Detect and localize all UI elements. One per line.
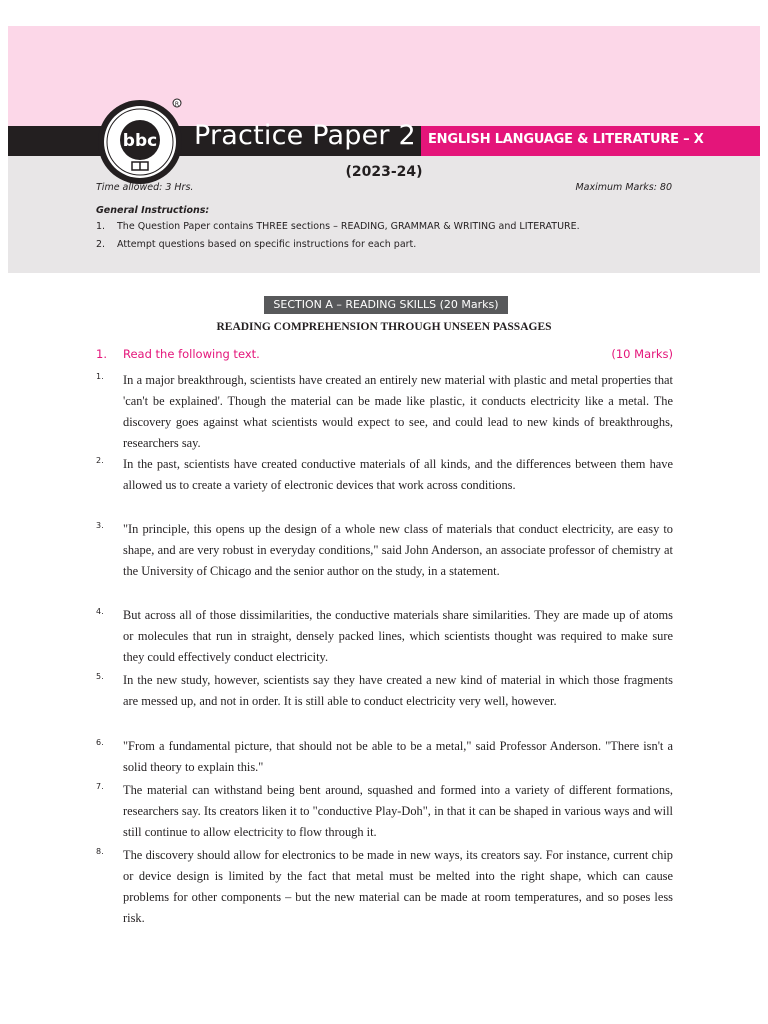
passage-paragraph <box>96 670 673 712</box>
paragraph-text: In a major breakthrough, scientists have created an entirely new material with plastic and metal properties that 'can't be explained'. Though the material can be made like plastic, it conducts electricity like a metal. The discovery goes against what scientists would expect to see, and could lead to new kinds of breakthroughs, researchers say. <box>123 373 673 450</box>
paragraph-number: 2. <box>96 456 104 465</box>
paragraph-number: 3. <box>96 521 104 530</box>
instruction-number: 1. <box>96 221 106 232</box>
logo-text: bbc <box>122 131 158 151</box>
passage-paragraph <box>96 454 673 496</box>
subject-title: ENGLISH LANGUAGE & LITERATURE – X <box>428 132 704 147</box>
passage-paragraph <box>96 605 673 668</box>
general-instructions-heading: General Instructions: <box>96 205 210 216</box>
passage-paragraph <box>96 845 673 929</box>
question-marks: (10 Marks) <box>611 347 673 361</box>
passage-paragraph <box>96 780 673 843</box>
paragraph-text: In the past, scientists have created conductive materials of all kinds, and the differences between them have allowed us to create a variety of electronic devices that work across conditions. <box>123 457 673 492</box>
instruction-text: Attempt questions based on specific instructions for each part. <box>117 239 417 250</box>
paragraph-number: 4. <box>96 607 104 616</box>
paragraph-text: In the new study, however, scientists say they have created a new kind of material in which those fragments are messed up, and not in order. It is still able to conduct electricity very well, however. <box>123 673 673 708</box>
paragraph-text: But across all of those dissimilarities, the conductive materials share similarities. They are made up of atoms or molecules that run in straight, densely packed lines, which scientists thought was required to make sure they could effectively conduct electricity. <box>123 608 673 664</box>
maximum-marks: Maximum Marks: 80 <box>575 182 672 193</box>
paragraph-text: "From a fundamental picture, that should not be able to be a metal," said Professor Anderson. "There isn't a solid theory to explain this." <box>123 739 673 774</box>
question-text: Read the following text. <box>123 347 260 361</box>
question-number: 1. <box>96 347 107 361</box>
paragraph-text: "In principle, this opens up the design of a whole new class of materials that conduct electricity, are easy to shape, and are very robust in everyday conditions," said John Anderson, an associate professor of chemistry at the University of Chicago and the senior author on the study, in a statement. <box>123 522 673 578</box>
section-a-tag: SECTION A – READING SKILLS (20 Marks) <box>264 296 508 314</box>
passage-paragraph <box>96 370 673 454</box>
paragraph-number: 6. <box>96 738 104 747</box>
paragraph-number: 5. <box>96 672 104 681</box>
paragraph-number: 1. <box>96 372 104 381</box>
paragraph-text: The discovery should allow for electronics to be made in new ways, its creators say. For instance, current chip or device design is limited by the fact that metal must be melted into the right shape, which can cause problems for other components – but the new material can be made at room temperatures, and so poses less risk. <box>123 848 673 925</box>
svg-text:R: R <box>174 101 180 108</box>
instruction-item <box>96 221 580 232</box>
practice-paper-title: Practice Paper 2 <box>194 120 416 151</box>
instruction-text: The Question Paper contains THREE sections – READING, GRAMMAR & WRITING and LITERATURE. <box>117 221 580 232</box>
time-allowed: Time allowed: 3 Hrs. <box>96 182 194 193</box>
paragraph-number: 8. <box>96 847 104 856</box>
passage-paragraph <box>96 736 673 778</box>
session-year: (2023-24) <box>345 164 423 180</box>
instruction-number: 2. <box>96 239 106 250</box>
instruction-item <box>96 239 416 250</box>
passage-paragraph <box>96 519 673 582</box>
paragraph-text: The material can withstand being bent around, squashed and formed into a variety of different formations, researchers say. Its creators liken it to "conductive Play-Doh", in that it can be shaped in various ways and will still continue to allow electricity to flow through it. <box>123 783 673 839</box>
reading-comprehension-heading: READING COMPREHENSION THROUGH UNSEEN PASSAGES <box>216 321 552 333</box>
paragraph-number: 7. <box>96 782 104 791</box>
